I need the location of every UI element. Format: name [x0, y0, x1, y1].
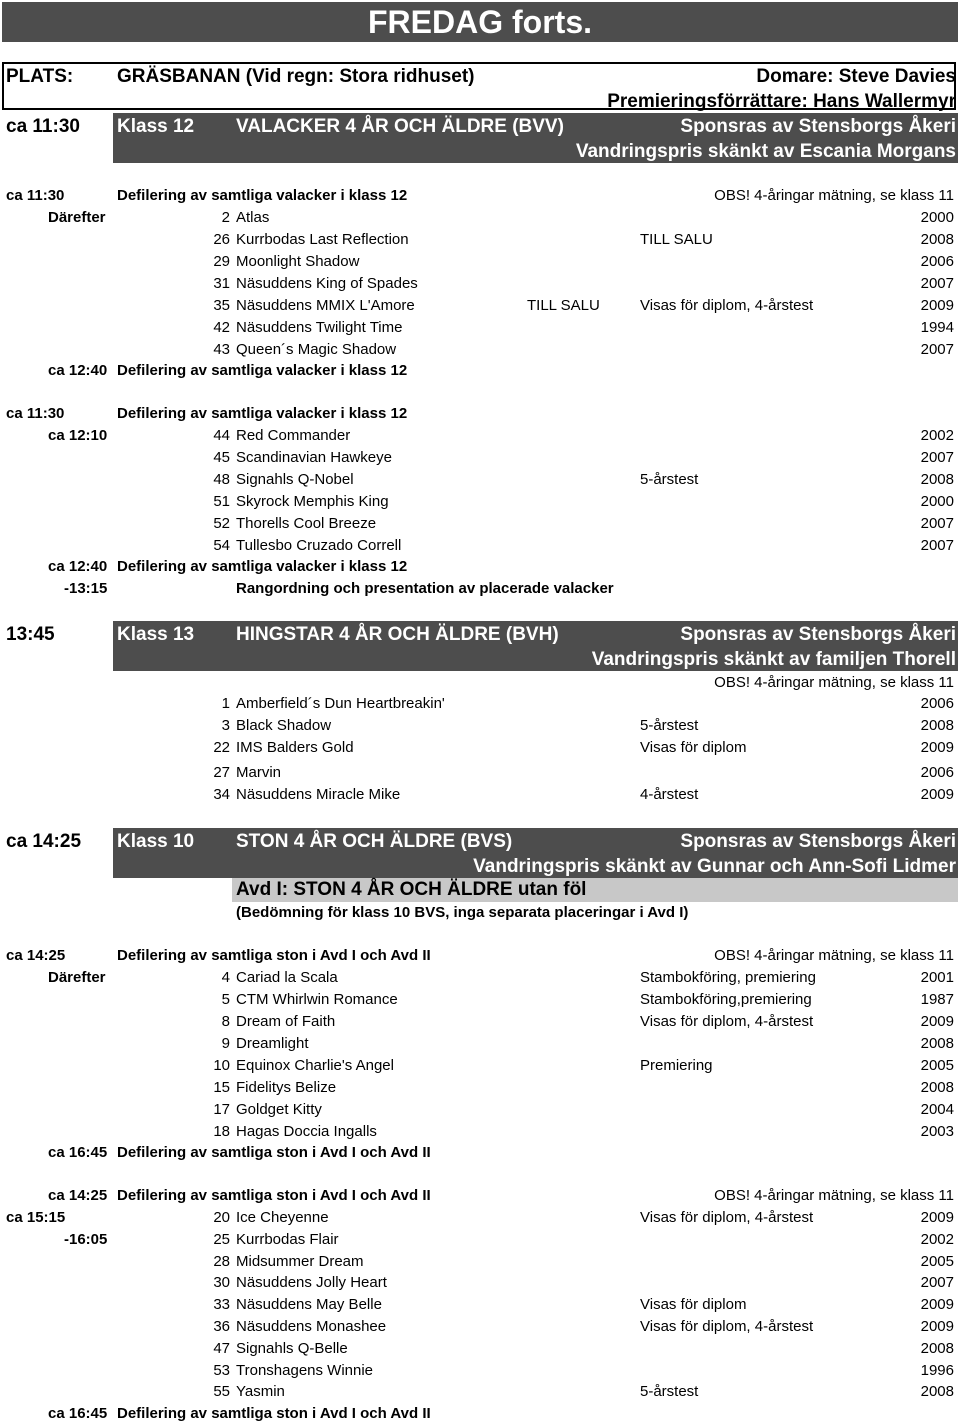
k12-g1-time: ca 11:30	[6, 187, 65, 204]
entry-number: 48	[213, 471, 230, 488]
entry-name: Ice Cheyenne	[236, 1209, 329, 1226]
entry-name: Black Shadow	[236, 717, 332, 734]
entry-year: 2009	[920, 1296, 954, 1314]
entry-year: 2009	[920, 1209, 954, 1226]
k10-g2-obs: OBS! 4-åringar mätning, se klass 11	[714, 1187, 954, 1204]
entry-year: 2006	[920, 695, 954, 712]
entry-year: 1994	[920, 319, 954, 336]
k12-rang: Rangordning och presentation av placerade valacker	[236, 580, 614, 597]
k10-g2-time: ca 14:25	[48, 1187, 108, 1204]
entry-number: 15	[213, 1079, 230, 1096]
prize-official: Premieringsförrättare: Hans Wallermyr	[607, 91, 956, 112]
entry-name: Dream of Faith	[236, 1013, 336, 1030]
entry-year: 2007	[920, 1274, 954, 1292]
entry-note: 5-årstest	[640, 1383, 699, 1401]
klass13-name: HINGSTAR 4 ÅR OCH ÄLDRE (BVH)	[236, 624, 559, 645]
klass10-name: STON 4 ÅR OCH ÄLDRE (BVS)	[236, 831, 513, 852]
entry-number: 18	[213, 1123, 230, 1140]
k10-g1-darefter: Därefter	[48, 969, 106, 986]
entry-note: 4-årstest	[640, 786, 699, 803]
entry-number: 25	[213, 1230, 230, 1248]
klass13-time: 13:45	[6, 624, 55, 645]
entry-year: 2009	[920, 786, 954, 803]
entry-name: Näsuddens Miracle Mike	[236, 786, 401, 803]
entry-name: Näsuddens May Belle	[236, 1296, 382, 1314]
k10-g2-t1: ca 15:15	[6, 1209, 66, 1226]
entry-note: Visas för diplom, 4-årstest	[640, 1209, 814, 1226]
entry-year: 2008	[920, 1339, 954, 1357]
entry-note: Premiering	[640, 1057, 713, 1074]
entry-number: 53	[213, 1361, 230, 1379]
entry-note: 5-årstest	[640, 717, 699, 734]
entry-number: 9	[221, 1035, 230, 1052]
k10-g2-end-defile: Defilering av samtliga ston i Avd I och Avd II	[117, 1405, 431, 1422]
k10-g1-end-time: ca 16:45	[48, 1144, 108, 1161]
entry-year: 1987	[920, 991, 954, 1008]
k12-g1-obs: OBS! 4-åringar mätning, se klass 11	[714, 187, 954, 204]
klass10-prize: Vandringspris skänkt av Gunnar och Ann-Sofi Lidmer	[473, 856, 956, 877]
entry-year: 1996	[920, 1361, 954, 1379]
entry-year: 2005	[920, 1252, 954, 1270]
entry-year: 2008	[920, 717, 954, 734]
k10-g1-time: ca 14:25	[6, 947, 66, 964]
entry-name: Midsummer Dream	[236, 1252, 364, 1270]
entry-name: Yasmin	[236, 1383, 285, 1401]
klass12-label: Klass 12	[117, 116, 195, 137]
entry-number: 33	[213, 1296, 230, 1314]
entry-name: Marvin	[236, 764, 282, 781]
entry-number: 5	[221, 991, 230, 1008]
klass12-sponsor: Sponsras av Stensborgs Åkeri	[680, 116, 956, 137]
entry-year: 2000	[920, 493, 954, 510]
k12-g1-end-time: ca 12:40	[48, 362, 108, 379]
k12-rang-time: -13:15	[64, 580, 108, 597]
entry-year: 2004	[920, 1101, 954, 1118]
entry-name: Goldget Kitty	[236, 1101, 322, 1118]
entry-year: 2007	[920, 515, 954, 532]
k10-g2-end-time: ca 16:45	[48, 1405, 108, 1422]
entry-name: Kurrbodas Flair	[236, 1230, 339, 1248]
entry-number: 55	[213, 1383, 230, 1401]
klass12-name: VALACKER 4 ÅR OCH ÄLDRE (BVV)	[236, 116, 564, 137]
entry-number: 43	[213, 341, 230, 358]
entry-year: 2008	[920, 1079, 954, 1096]
entry-year: 2008	[920, 231, 954, 248]
entry-year: 2008	[920, 471, 954, 488]
entry-name: IMS Balders Gold	[236, 739, 354, 756]
entry-year: 2009	[920, 739, 954, 756]
entry-name: Dreamlight	[236, 1035, 309, 1052]
entry-name: Thorells Cool Breeze	[236, 515, 377, 532]
entry-note: Visas för diplom	[640, 739, 747, 756]
entry-number: 31	[213, 275, 230, 292]
entry-year: 2009	[920, 1318, 954, 1335]
entry-number: 26	[213, 231, 230, 248]
entry-name: Näsuddens Monashee	[236, 1318, 387, 1335]
entry-name: Näsuddens King of Spades	[236, 275, 418, 292]
entry-number: 30	[213, 1274, 230, 1292]
entry-year: 2006	[920, 253, 954, 270]
entry-name: Fidelitys Belize	[236, 1079, 337, 1096]
entry-note: Visas för diplom, 4-årstest	[640, 1013, 814, 1030]
entry-name: Skyrock Memphis King	[236, 493, 389, 510]
entry-number: 22	[213, 739, 230, 756]
entry-name: Näsuddens MMIX L'Amore	[236, 297, 415, 314]
entry-name: Atlas	[236, 209, 270, 226]
entry-name: Equinox Charlie's Angel	[236, 1057, 394, 1074]
avd-note: (Bedömning för klass 10 BVS, inga separata placeringar i Avd I)	[236, 904, 689, 921]
entry-year: 2002	[920, 1230, 954, 1248]
k12-g2-time: ca 11:30	[6, 405, 65, 422]
k12-g1-darefter: Därefter	[48, 209, 106, 226]
plats-label: PLATS:	[6, 66, 74, 87]
entry-year: 2000	[920, 209, 954, 226]
entry-number: 8	[221, 1013, 230, 1030]
entry-name: Queen´s Magic Shadow	[236, 341, 397, 358]
klass10-label: Klass 10	[117, 831, 195, 852]
entry-note: 5-årstest	[640, 471, 699, 488]
entry-number: 20	[213, 1209, 230, 1226]
entry-name: Näsuddens Jolly Heart	[236, 1274, 387, 1292]
entry-number: 35	[213, 297, 230, 314]
entry-number: 36	[213, 1318, 230, 1335]
entry-year: 2008	[920, 1035, 954, 1052]
entry-number: 51	[213, 493, 230, 510]
entry-year: 2008	[920, 1383, 954, 1401]
klass12-time: ca 11:30	[6, 116, 80, 137]
entry-name: Signahls Q-Belle	[236, 1339, 348, 1357]
entry-year: 2009	[920, 1013, 954, 1030]
entry-number: 4	[221, 969, 230, 986]
k12-g2-end-defile: Defilering av samtliga valacker i klass 12	[117, 558, 408, 575]
klass13-prize: Vandringspris skänkt av familjen Thorell	[591, 649, 956, 670]
k12-g2-subtime: ca 12:10	[48, 427, 108, 444]
klass13-label: Klass 13	[117, 624, 195, 645]
entry-number: 2	[221, 209, 230, 226]
entry-note: Visas för diplom, 4-årstest	[640, 297, 814, 314]
entry-number: 28	[213, 1252, 230, 1270]
entry-year: 2003	[920, 1123, 954, 1140]
entry-name: Signahls Q-Nobel	[236, 471, 354, 488]
entry-note: Stambokföring,premiering	[640, 991, 812, 1008]
entry-note: Visas för diplom	[640, 1296, 747, 1314]
plats-value: GRÄSBANAN (Vid regn: Stora ridhuset)	[117, 66, 475, 87]
entry-number: 42	[213, 319, 230, 336]
entry-name: Kurrbodas Last Reflection	[236, 231, 409, 248]
entry-number: 34	[213, 786, 230, 803]
entry-note: Visas för diplom, 4-årstest	[640, 1318, 814, 1335]
entry-year: 2006	[920, 764, 954, 781]
k12-g2-end-time: ca 12:40	[48, 558, 108, 575]
entry-year: 2007	[920, 341, 954, 358]
entry-year: 2002	[920, 427, 954, 444]
entry-number: 54	[213, 537, 230, 554]
entry-number: 17	[213, 1101, 230, 1118]
entry-year: 2001	[920, 969, 954, 986]
k13-obs: OBS! 4-åringar mätning, se klass 11	[714, 674, 954, 691]
entry-number: 44	[213, 427, 230, 444]
entry-name: Tullesbo Cruzado Correll	[236, 537, 402, 554]
entry-name: CTM Whirlwin Romance	[236, 991, 398, 1008]
entry-name: Amberfield´s Dun Heartbreakin'	[236, 695, 445, 712]
k10-g1-defile: Defilering av samtliga ston i Avd I och Avd II	[117, 947, 431, 964]
entry-year: 2009	[920, 297, 954, 314]
entry-number: 10	[213, 1057, 230, 1074]
entry-name: Red Commander	[236, 427, 351, 444]
entry-note: Stambokföring, premiering	[640, 969, 816, 986]
avd-title: Avd I: STON 4 ÅR OCH ÄLDRE utan föl	[236, 879, 587, 900]
judge: Domare: Steve Davies	[756, 66, 956, 87]
entry-name: Moonlight Shadow	[236, 253, 360, 270]
klass10-sponsor: Sponsras av Stensborgs Åkeri	[680, 831, 956, 852]
entry-year: 2005	[920, 1057, 954, 1074]
k12-g1-defile: Defilering av samtliga valacker i klass 12	[117, 187, 408, 204]
entry-year: 2007	[920, 449, 954, 466]
page-title: FREDAG forts.	[2, 2, 958, 42]
entry-number: 52	[213, 515, 230, 532]
entry-note: TILL SALU	[640, 231, 713, 248]
klass10-time: ca 14:25	[6, 831, 82, 852]
klass12-prize: Vandringspris skänkt av Escania Morgans	[575, 141, 956, 162]
entry-name: Näsuddens Twilight Time	[236, 319, 403, 336]
entry-year: 2007	[920, 537, 954, 554]
k12-g1-end-defile: Defilering av samtliga valacker i klass 12	[117, 362, 408, 379]
entry-name: Hagas Doccia Ingalls	[236, 1123, 377, 1140]
entry-number: 47	[213, 1339, 230, 1357]
k12-g2-defile: Defilering av samtliga valacker i klass 12	[117, 405, 408, 422]
k10-g1-obs: OBS! 4-åringar mätning, se klass 11	[714, 947, 954, 964]
entry-note-sale: TILL SALU	[527, 297, 600, 314]
entry-number: 29	[213, 253, 230, 270]
entry-name: Tronshagens Winnie	[236, 1361, 374, 1379]
entry-number: 27	[213, 764, 230, 781]
entry-number: 1	[221, 695, 230, 712]
k10-g2-defile: Defilering av samtliga ston i Avd I och Avd II	[117, 1187, 431, 1204]
k10-g1-end-defile: Defilering av samtliga ston i Avd I och Avd II	[117, 1144, 431, 1161]
k10-g2-t2: -16:05	[64, 1231, 108, 1248]
entry-number: 45	[213, 449, 230, 466]
entry-number: 3	[221, 717, 230, 734]
entry-year: 2007	[920, 275, 954, 292]
entry-name: Scandinavian Hawkeye	[236, 449, 392, 466]
klass13-sponsor: Sponsras av Stensborgs Åkeri	[680, 624, 956, 645]
entry-name: Cariad la Scala	[236, 969, 338, 986]
